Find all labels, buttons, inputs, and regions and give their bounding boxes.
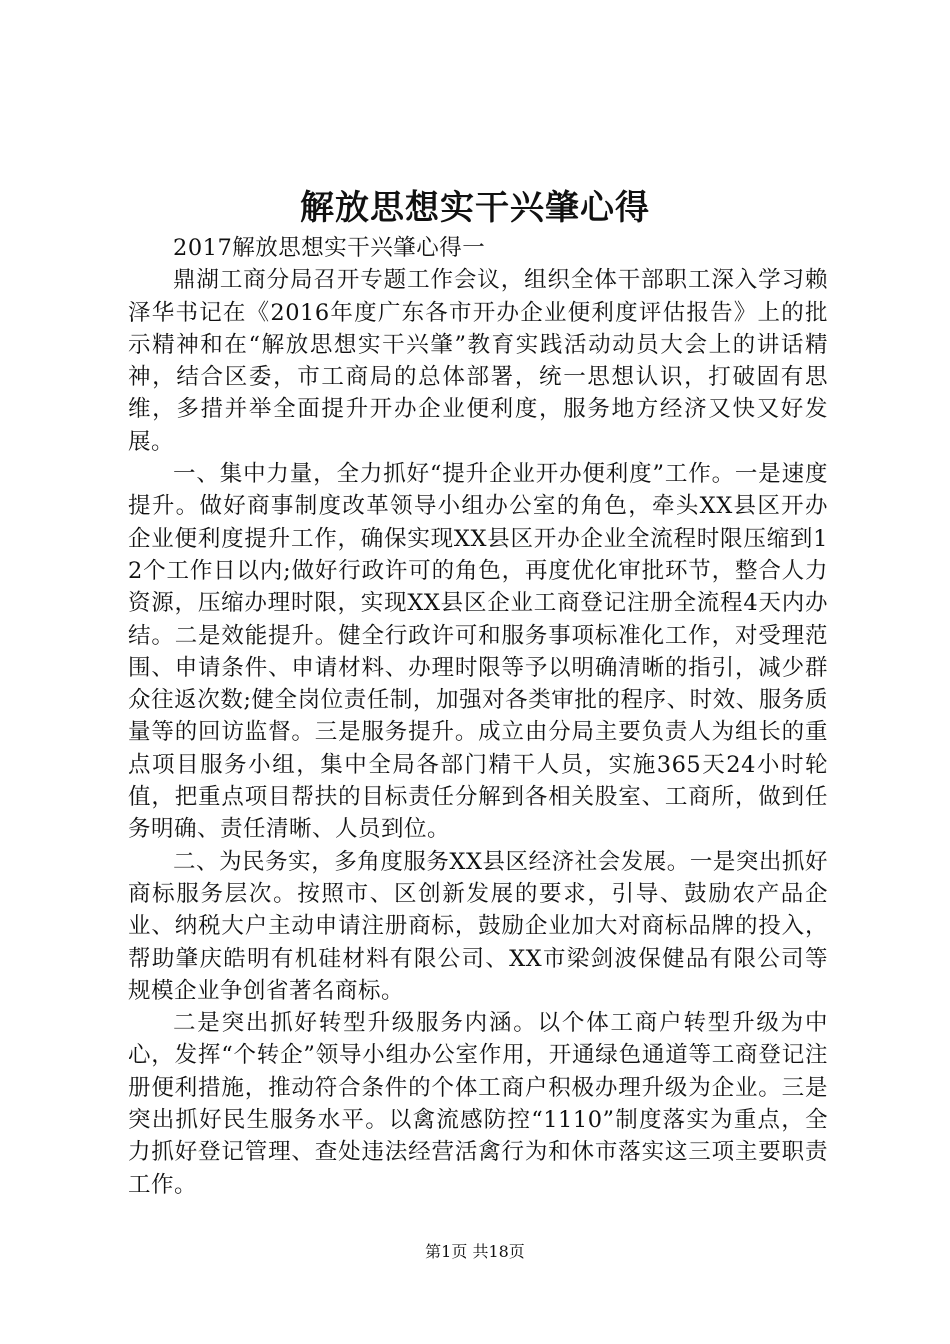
paragraph-section-one: 一、集中力量，全力抓好“提升企业开办便利度”工作。一是速度提升。做好商事制度改革领导小组办公室的角色，牵头XX县区开办企业便利度提升工作，确保实现XX县区开办企业全流程时限压缩到12个工作日以内;做好行政许可的角色，再度优化审批环节，整合人力资源，压缩办理时限，实现XX县区企业工商登记注册全流程4天内办结。二是效能提升。健全行政许可和服务事项标准化工作，对受理范围、申请条件、申请材料、办理时限等予以明确清晰的指引，减少群众往返次数;健全岗位责任制，加强对各类审批的程序、时效、服务质量等的回访监督。三是服务提升。成立由分局主要负责人为组长的重点项目服务小组，集中全局各部门精干人员，实施365天24小时轮值，把重点项目帮扶的目标责任分解到各相关股室、工商所，做到任务明确、责任清晰、人员到位。 <box>128 461 828 843</box>
document-body <box>128 232 828 1201</box>
paragraph-section-two-continued: 二是突出抓好转型升级服务内涵。以个体工商户转型升级为中心，发挥“个转企”领导小组办公室作用，开通绿色通道等工商登记注册便利措施，推动符合条件的个体工商户积极办理升级为企业。三是突出抓好民生服务水平。以禽流感防控“1110”制度落实为重点，全力抓好登记管理、查处违法经营活禽行为和休市落实这三项主要职责工作。 <box>128 1010 828 1198</box>
paragraph-section-two: 二、为民务实，多角度服务XX县区经济社会发展。一是突出抓好商标服务层次。按照市、区创新发展的要求，引导、鼓励农产品企业、纳税大户主动申请注册商标，鼓励企业加大对商标品牌的投入，帮助肇庆皓明有机硅材料有限公司、XX市梁剑波保健品有限公司等规模企业争创省著名商标。 <box>128 848 828 1004</box>
paragraph-subtitle: 2017解放思想实干兴肇心得一 <box>173 235 486 261</box>
page-number-footer: 第1页 共18页 <box>425 1242 525 1261</box>
document-title: 解放思想实干兴肇心得 <box>300 188 650 228</box>
paragraph-intro: 鼎湖工商分局召开专题工作会议，组织全体干部职工深入学习赖泽华书记在《2016年度广东各市开办企业便利度评估报告》上的批示精神和在“解放思想实干兴肇”教育实践活动动员大会上的讲话精神，结合区委，市工商局的总体部署，统一思想认识，打破固有思维，多措并举全面提升开办企业便利度，服务地方经济又快又好发展。 <box>128 267 828 455</box>
